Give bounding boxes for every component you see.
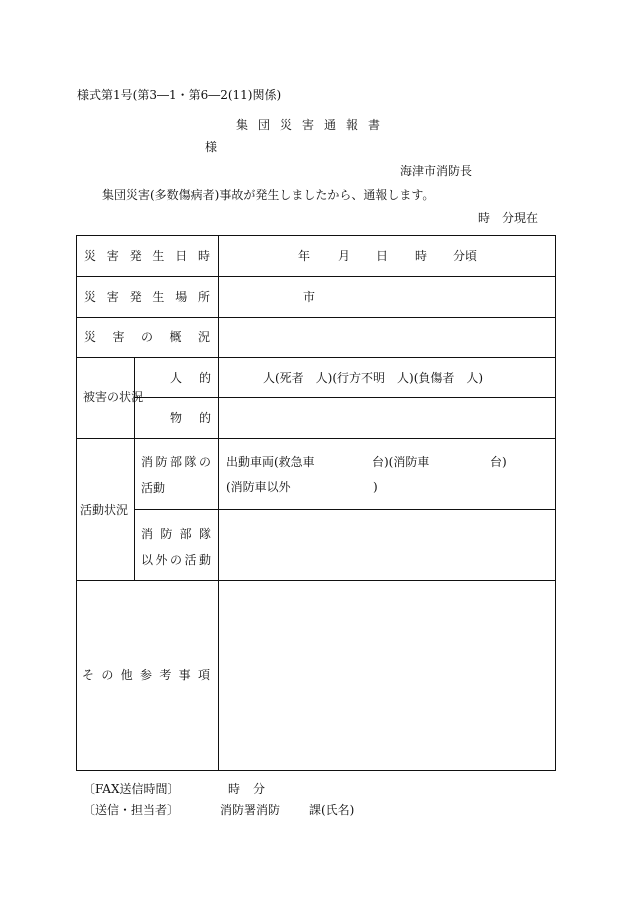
label-fire-dept-line1 xyxy=(141,449,211,475)
sender-dept: 消防署消防 xyxy=(220,803,281,817)
label-char: 害 xyxy=(106,290,119,304)
label-char: 防 xyxy=(155,455,168,469)
label-char: 害 xyxy=(106,249,119,263)
table-border-bottom xyxy=(76,770,556,771)
label-char: 人 xyxy=(170,371,183,385)
year-unit: 年 xyxy=(298,249,311,263)
dispatch-vehicles-firetruck: 台)(消防車 xyxy=(372,455,430,469)
month-unit: 月 xyxy=(338,249,351,263)
page-title: 集団災害通報書 xyxy=(236,118,391,132)
label-char: 考 xyxy=(159,668,172,682)
label-char: 況 xyxy=(197,330,210,344)
table-border-left xyxy=(76,235,77,771)
label-char: の xyxy=(101,668,114,682)
sender-section: 課(氏名) xyxy=(309,803,355,817)
row-divider xyxy=(76,317,556,318)
label-char: 隊 xyxy=(184,455,197,469)
row-divider xyxy=(76,580,556,581)
label-char: 物 xyxy=(170,411,183,425)
day-unit: 日 xyxy=(376,249,389,263)
row-divider xyxy=(76,357,556,358)
value-disaster-location: 市 xyxy=(303,290,316,304)
label-char: の xyxy=(140,330,153,344)
label-char: 防 xyxy=(160,527,173,541)
addressee-suffix: 様 xyxy=(205,140,218,154)
value-fire-dept-activity xyxy=(226,449,546,503)
label-char: そ xyxy=(82,668,95,682)
label-char: 生 xyxy=(152,249,165,263)
label-char: 況 xyxy=(131,390,144,404)
subrow-divider xyxy=(134,397,556,398)
label-char: 発 xyxy=(129,290,142,304)
table-border-top xyxy=(76,235,556,236)
label-char: 災 xyxy=(84,290,97,304)
label-char: 項 xyxy=(197,668,210,682)
label-char: 害 xyxy=(112,330,125,344)
label-activity-status: 活動状況 xyxy=(80,503,129,517)
row-divider xyxy=(76,276,556,277)
minute-unit: 分頃 xyxy=(453,249,478,263)
label-other-notes xyxy=(82,668,210,682)
value-human-damage: 人(死者 人)(行方不明 人)(負傷者 人) xyxy=(263,371,484,385)
label-char: の xyxy=(169,553,182,567)
label-char: の xyxy=(107,390,120,404)
label-non-fire-line1 xyxy=(141,521,211,547)
form-number: 様式第1号(第3―1・第6―2(11)関係) xyxy=(77,88,282,102)
label-char: 外 xyxy=(155,553,168,567)
label-fire-dept-line2: 活動 xyxy=(141,481,166,495)
dispatch-vehicles-other: (消防車以外 xyxy=(226,480,291,494)
label-char: 被 xyxy=(83,390,96,404)
table-divider-vertical xyxy=(218,235,219,771)
sender-label: 〔送信・担当者〕 xyxy=(83,803,180,817)
fax-time-label: 〔FAX送信時間〕 xyxy=(83,782,180,796)
label-damage-status xyxy=(83,390,144,404)
label-char: 隊 xyxy=(198,527,211,541)
label-disaster-location xyxy=(84,290,210,304)
label-char: 事 xyxy=(178,668,191,682)
dispatch-vehicles-ambulance: 出動車両(救急車 xyxy=(226,455,315,469)
issuer: 海津市消防長 xyxy=(400,164,473,178)
label-char: 的 xyxy=(198,371,211,385)
label-char: 発 xyxy=(129,249,142,263)
label-char: 所 xyxy=(197,290,210,304)
label-char: 活 xyxy=(184,553,197,567)
intro-text: 集団災害(多数傷病者)事故が発生しましたから、通報します。 xyxy=(102,188,435,202)
label-char: 部 xyxy=(169,455,182,469)
dispatch-vehicles-other-close: ) xyxy=(373,480,378,494)
label-char: 部 xyxy=(179,527,192,541)
fax-minute: 分 xyxy=(253,782,266,796)
dispatch-vehicles-close: 台) xyxy=(490,455,507,469)
label-char: 災 xyxy=(84,330,97,344)
label-char: 状 xyxy=(119,390,132,404)
subrow-divider xyxy=(134,509,556,510)
label-disaster-overview xyxy=(84,330,210,344)
label-char: 動 xyxy=(198,553,211,567)
row-divider xyxy=(76,438,556,439)
fax-hour: 時 xyxy=(228,782,241,796)
label-char: 的 xyxy=(198,411,211,425)
current-time: 時 分現在 xyxy=(478,211,539,225)
label-non-fire-dept-activity xyxy=(141,521,211,573)
hour-unit: 時 xyxy=(415,249,428,263)
label-char: の xyxy=(198,455,211,469)
table-border-right xyxy=(555,235,556,771)
label-non-fire-line2 xyxy=(141,547,211,573)
label-fire-dept-activity xyxy=(141,449,211,501)
label-char: 時 xyxy=(197,249,210,263)
label-char: 消 xyxy=(141,527,154,541)
label-char: 参 xyxy=(139,668,152,682)
label-human-damage xyxy=(170,371,211,385)
label-disaster-datetime xyxy=(84,249,210,263)
label-physical-damage xyxy=(170,411,211,425)
label-char: 災 xyxy=(84,249,97,263)
label-char: 害 xyxy=(95,390,108,404)
label-char: 場 xyxy=(175,290,188,304)
label-char: 以 xyxy=(141,553,154,567)
label-char: 生 xyxy=(152,290,165,304)
label-char: 消 xyxy=(141,455,154,469)
label-char: 他 xyxy=(120,668,133,682)
label-char: 概 xyxy=(169,330,182,344)
label-char: 日 xyxy=(175,249,188,263)
